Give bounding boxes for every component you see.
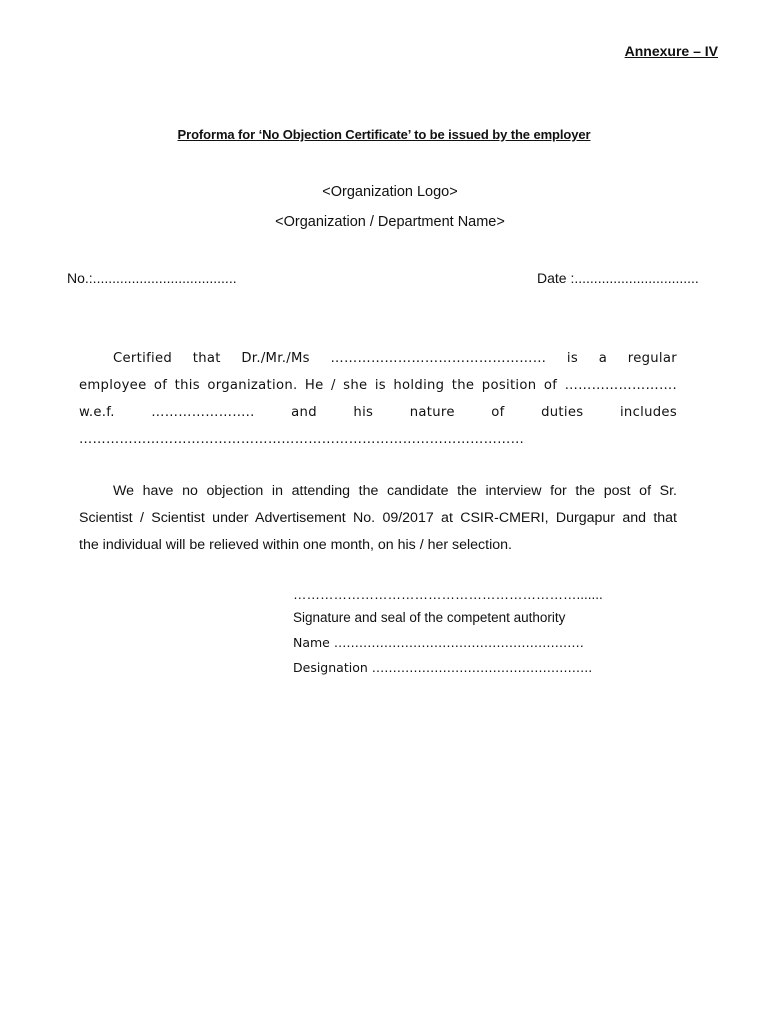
paragraph-line: the individual will be relieved within one month, on his / her selection. [79, 537, 512, 553]
signature-label: Signature and seal of the competent authority [293, 610, 566, 625]
proforma-title [0, 127, 768, 142]
certification-paragraph [79, 345, 677, 453]
paragraph-line: employee of this organization. He / she is holding the position of ……………………. [79, 378, 677, 393]
paragraph-line: We have no objection in attending the candidate the interview for the post of Sr. [113, 483, 677, 499]
organization-name-placeholder: <Organization / Department Name> [275, 214, 505, 230]
annexure-label: Annexure – IV [624, 43, 718, 59]
paragraph-line: Scientist / Scientist under Advertisement No. 09/2017 at CSIR-CMERI, Durgapur and that [79, 510, 677, 526]
organization-logo-placeholder: <Organization Logo> [322, 184, 458, 200]
signature-block [293, 586, 603, 684]
paragraph-line: ……………………………………………………………………………………… [79, 432, 525, 447]
no-objection-paragraph [79, 478, 677, 559]
signature-line: ………………………………………………………....... [293, 587, 603, 602]
date-field: Date :................................ [537, 270, 699, 286]
proforma-title-text: Proforma for ‘No Objection Certificate’ to be issued by the employer [177, 127, 591, 142]
signatory-name-field: Name …………………………………………………… [293, 635, 584, 650]
reference-number-field: No.:..................................... [67, 270, 237, 286]
signatory-designation-field: Designation …………………………………………….. [293, 660, 593, 675]
paragraph-line: Certified that Dr./Mr./Ms ………………………………………… is a regular [113, 351, 677, 366]
paragraph-line: w.e.f. ………………….. and his nature of duties includes [79, 405, 677, 420]
